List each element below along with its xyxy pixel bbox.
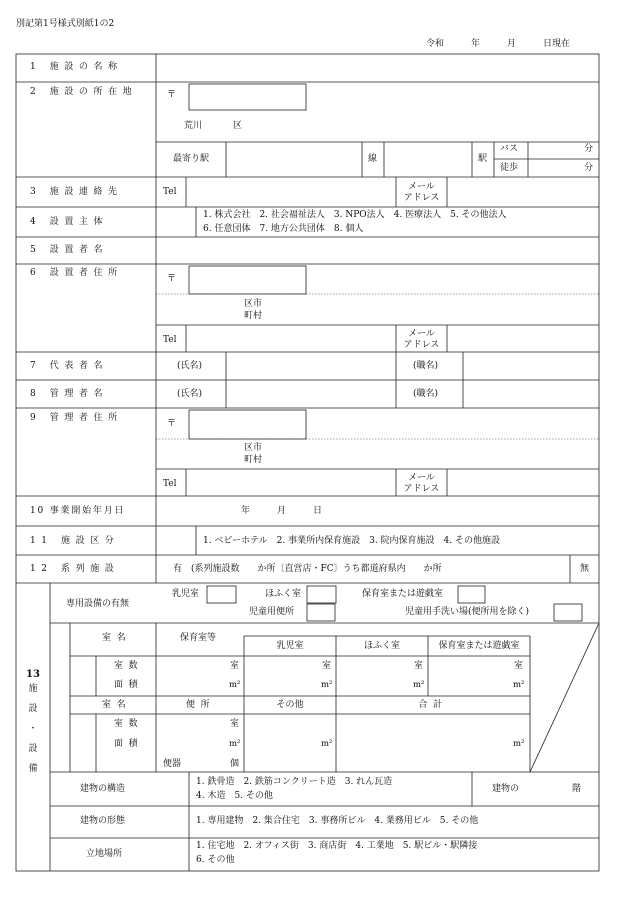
unit-m2: m² xyxy=(321,739,333,749)
postal-mark: 〒 xyxy=(167,419,177,429)
email-label: メール アドレス xyxy=(403,182,440,204)
sec13-char-4: 設 xyxy=(28,744,38,754)
label-facility-type: 11 施設区分 xyxy=(30,536,120,546)
child-handwash-label: 児童用手洗い場(便所用を除く) xyxy=(405,607,530,617)
nursery-rooms-header: 保育室等 xyxy=(180,633,217,643)
col-nursery-play-room: 保育室または遊戯室 xyxy=(438,641,520,651)
ku-label: 区市 xyxy=(244,299,263,309)
unit-room: 室 xyxy=(414,661,424,671)
machi-label: 町村 xyxy=(244,311,263,321)
unit-room: 室 xyxy=(230,661,240,671)
unit-m2: m² xyxy=(229,739,241,749)
room-name-header: 室名 xyxy=(102,633,132,643)
infant-room-label: 乳児室 xyxy=(172,589,200,599)
form-number: 別記第1号様式別紙1の2 xyxy=(16,19,115,29)
col-crawling-room: ほふく室 xyxy=(363,641,400,651)
line-label: 線 xyxy=(368,154,378,164)
building-form-label: 建物の形態 xyxy=(80,816,126,826)
bus-label: バス xyxy=(500,144,519,154)
ward-prefix: 荒川 xyxy=(184,121,203,131)
station-label: 駅 xyxy=(478,154,488,164)
label-founder-name: 5 設置者名 xyxy=(30,245,109,255)
sec13-char-3: ・ xyxy=(28,724,38,734)
unit-m2: m² xyxy=(513,739,525,749)
label-start-date: 10 事業開始年月日 xyxy=(30,506,126,516)
postal-mark: 〒 xyxy=(167,90,177,100)
unit-m2: m² xyxy=(413,680,425,690)
label-facility-address: 2 施設の所在地 xyxy=(30,87,138,97)
unit-m2: m² xyxy=(321,680,333,690)
child-toilet-label: 児童用便所 xyxy=(249,607,295,617)
room-area-label: 面積 xyxy=(114,680,144,690)
founder-options-2: 6. 任意団体 7. 地方公共団体 8. 個人 xyxy=(203,224,364,234)
dedicated-facilities-label: 専用設備の有無 xyxy=(66,599,130,609)
location-options-2: 6. その他 xyxy=(196,855,235,865)
tel-label: Tel xyxy=(163,187,177,197)
fixture-unit: 個 xyxy=(230,759,240,769)
sec13-number: 13 xyxy=(26,669,40,680)
sec13-char-5: 備 xyxy=(28,764,38,774)
label-founder: 4 設置主体 xyxy=(30,217,109,227)
structure-options-1: 1. 鉄骨造 2. 鉄筋コンクリート造 3. れん瓦造 xyxy=(196,777,393,787)
unit-room: 室 xyxy=(514,661,524,671)
nearest-station-label: 最寄り駅 xyxy=(173,154,210,164)
building-floors-label: 建物の xyxy=(492,784,520,794)
ward-suffix: 区 xyxy=(233,121,243,131)
walk-label: 徒歩 xyxy=(500,163,519,173)
label-affiliated: 12 系列施設 xyxy=(30,564,120,574)
room-name-header-2: 室名 xyxy=(102,700,132,710)
nursery-or-play-room-label: 保育室または遊戯室 xyxy=(362,589,444,599)
label-facility-contact: 3 施設連絡先 xyxy=(30,187,123,197)
col-infant-room: 乳児室 xyxy=(276,641,304,651)
facility-type-options: 1. ベビーホテル 2. 事業所内保育施設 3. 院内保育施設 4. その他施設 xyxy=(203,536,500,546)
title-label: (職名) xyxy=(413,361,439,371)
crawling-room-label: ほふく室 xyxy=(265,589,302,599)
floor-unit: 階 xyxy=(572,784,582,794)
label-facility-name: 1 施設の名称 xyxy=(30,62,123,72)
sec13-char-2: 設 xyxy=(28,704,38,714)
name-label: (氏名) xyxy=(177,361,203,371)
sec13-char-1: 施 xyxy=(28,684,38,694)
other-header: その他 xyxy=(276,700,304,710)
tel-label: Tel xyxy=(163,335,177,345)
label-manager: 8 管理者名 xyxy=(30,389,109,399)
structure-options-2: 4. 木造 5. その他 xyxy=(196,791,273,801)
label-founder-address: 6 設置者住所 xyxy=(30,268,123,278)
building-form-options: 1. 専用建物 2. 集合住宅 3. 事務所ビル 4. 業務用ビル 5. その他 xyxy=(196,816,479,826)
toilet-count-label: 室数 xyxy=(114,719,144,729)
unit-m2: m² xyxy=(513,680,525,690)
start-date-fields: 年 月 日 xyxy=(241,506,323,516)
machi-label: 町村 xyxy=(244,455,263,465)
date-line: 令和 年 月 日現在 xyxy=(426,39,571,49)
affiliated-no: 無 xyxy=(580,564,590,574)
label-manager-address: 9 管理者住所 xyxy=(30,413,123,423)
postal-mark: 〒 xyxy=(167,274,177,284)
toilet-fixture-label: 便器 xyxy=(163,759,182,769)
title-label: (職名) xyxy=(413,389,439,399)
toilet-header: 便所 xyxy=(186,700,216,710)
form-border xyxy=(16,54,599,871)
email-label: メール アドレス xyxy=(403,473,440,495)
founder-options-1: 1. 株式会社 2. 社会福祉法人 3. NPO法人 4. 医療法人 5. その他法人 xyxy=(203,210,507,220)
unit-room: 室 xyxy=(322,661,332,671)
tel-label: Tel xyxy=(163,479,177,489)
room-count-label: 室数 xyxy=(114,661,144,671)
location-label: 立地場所 xyxy=(86,849,123,859)
total-header: 合計 xyxy=(418,700,448,710)
toilet-area-label: 面積 xyxy=(114,739,144,749)
name-label: (氏名) xyxy=(177,389,203,399)
affiliated-yes-text: 有 (系列施設数 か所〔直営店・FC〕うち都道府県内 か所 xyxy=(173,564,442,574)
walk-minute-unit: 分 xyxy=(584,163,594,173)
structure-label: 建物の構造 xyxy=(80,784,126,794)
ku-label: 区市 xyxy=(244,443,263,453)
unit-room: 室 xyxy=(230,719,240,729)
email-label: メール アドレス xyxy=(403,329,440,351)
unit-m2: m² xyxy=(229,680,241,690)
location-options-1: 1. 住宅地 2. オフィス街 3. 商店街 4. 工業地 5. 駅ビル・駅隣接 xyxy=(196,841,478,851)
label-representative: 7 代表者名 xyxy=(30,361,109,371)
bus-minute-unit: 分 xyxy=(584,144,594,154)
